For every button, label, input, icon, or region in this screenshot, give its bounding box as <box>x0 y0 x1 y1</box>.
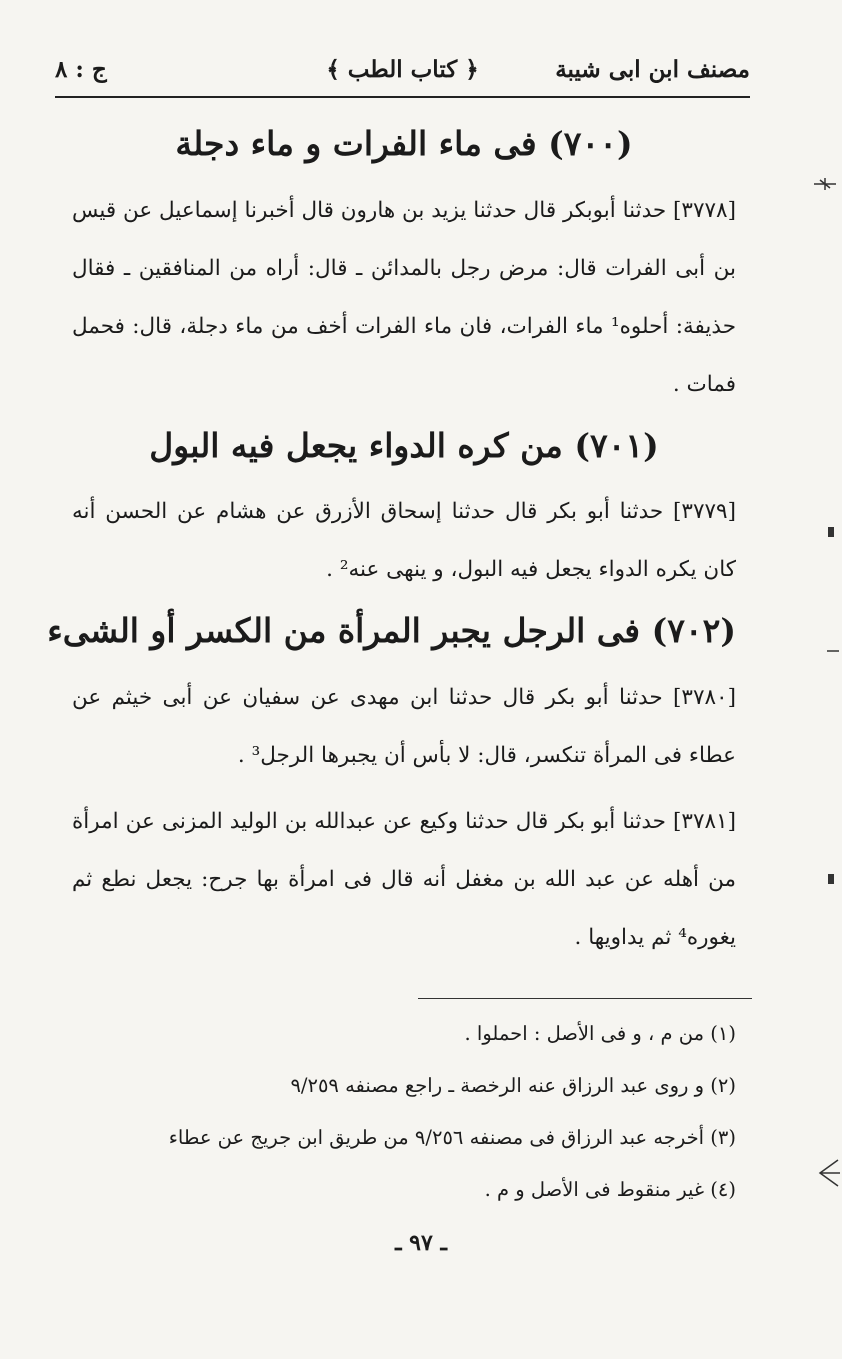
hadith-paragraph: [٣٧٧٩] حدثنا أبو بكر قال حدثنا إسحاق الأزرق عن هشام عن الحسن أنه كان يكره الدواء يجعل فيه البول، و ينهى عنه² . <box>72 499 736 583</box>
footnote-divider <box>418 998 752 999</box>
margin-mark-icon <box>814 1158 840 1188</box>
footnote-item: (١) من م ، و فى الأصل : احملوا . <box>464 1022 736 1045</box>
book-title: مصنف ابن ابى شيبة <box>555 56 750 83</box>
main-text <box>47 112 736 967</box>
footnote-item: (٤) غير منقوط فى الأصل و م . <box>484 1178 736 1201</box>
footnote-item: (٢) و روى عبد الرزاق عنه الرخصة ـ راجع مصنفه ٩/٢٥٩ <box>290 1074 736 1097</box>
footnote-item: (٣) أخرجه عبد الرزاق فى مصنفه ٩/٢٥٦ من طريق ابن جريج عن عطاء <box>168 1126 736 1149</box>
section-700 <box>72 124 736 414</box>
margin-mark-icon <box>826 872 836 886</box>
margin-mark-icon <box>826 645 840 657</box>
section-title: (٧٠١) من كره الدواء يجعل فيه البول <box>149 425 659 465</box>
section-title: (٧٠٠) فى ماء الفرات و ماء دجلة <box>175 124 633 163</box>
footnotes <box>72 1008 736 1216</box>
volume-number: ج : ٨ <box>55 56 107 83</box>
section-702 <box>47 611 736 967</box>
page-number: ـ ٩٧ ـ <box>395 1230 447 1256</box>
section-701 <box>72 426 736 600</box>
running-header <box>55 50 750 92</box>
hadith-paragraph: [٣٧٨١] حدثنا أبو بكر قال حدثنا وكيع عن عبدالله بن الوليد المزنى عن امرأة من أهله عن عبد الله بن مغفل أنه قال فى امرأة بها جرح: يجعل نطع ثم يغوره⁴ ثم يداويها . <box>72 808 736 950</box>
margin-mark-icon <box>826 525 836 539</box>
hadith-paragraph: [٣٧٨٠] حدثنا أبو بكر قال حدثنا ابن مهدى عن سفيان عن أبى خيثم عن عطاء فى المرأة تنكسر، قال: لا بأس أن يجبرها الرجل³ . <box>72 684 736 768</box>
hadith-paragraph: [٣٧٧٨] حدثنا أبوبكر قال حدثنا يزيد بن هارون قال أخبرنا إسماعيل عن قيس بن أبى الفرات قال: مرض رجل بالمدائن ـ قال: أراه من المنافقين ـ فقال حذيفة: أحلوه¹ ماء الفرات، فان ماء الفرات أخف من ماء دجلة، قال: فحمل فمات . <box>72 197 736 397</box>
chapter-title: ﴿ كتاب الطب ﴾ <box>326 56 479 83</box>
margin-mark-icon <box>812 175 838 193</box>
section-title: (٧٠٢) فى الرجل يجبر المرأة من الكسر أو الشىء <box>47 611 736 651</box>
header-divider <box>55 96 750 98</box>
